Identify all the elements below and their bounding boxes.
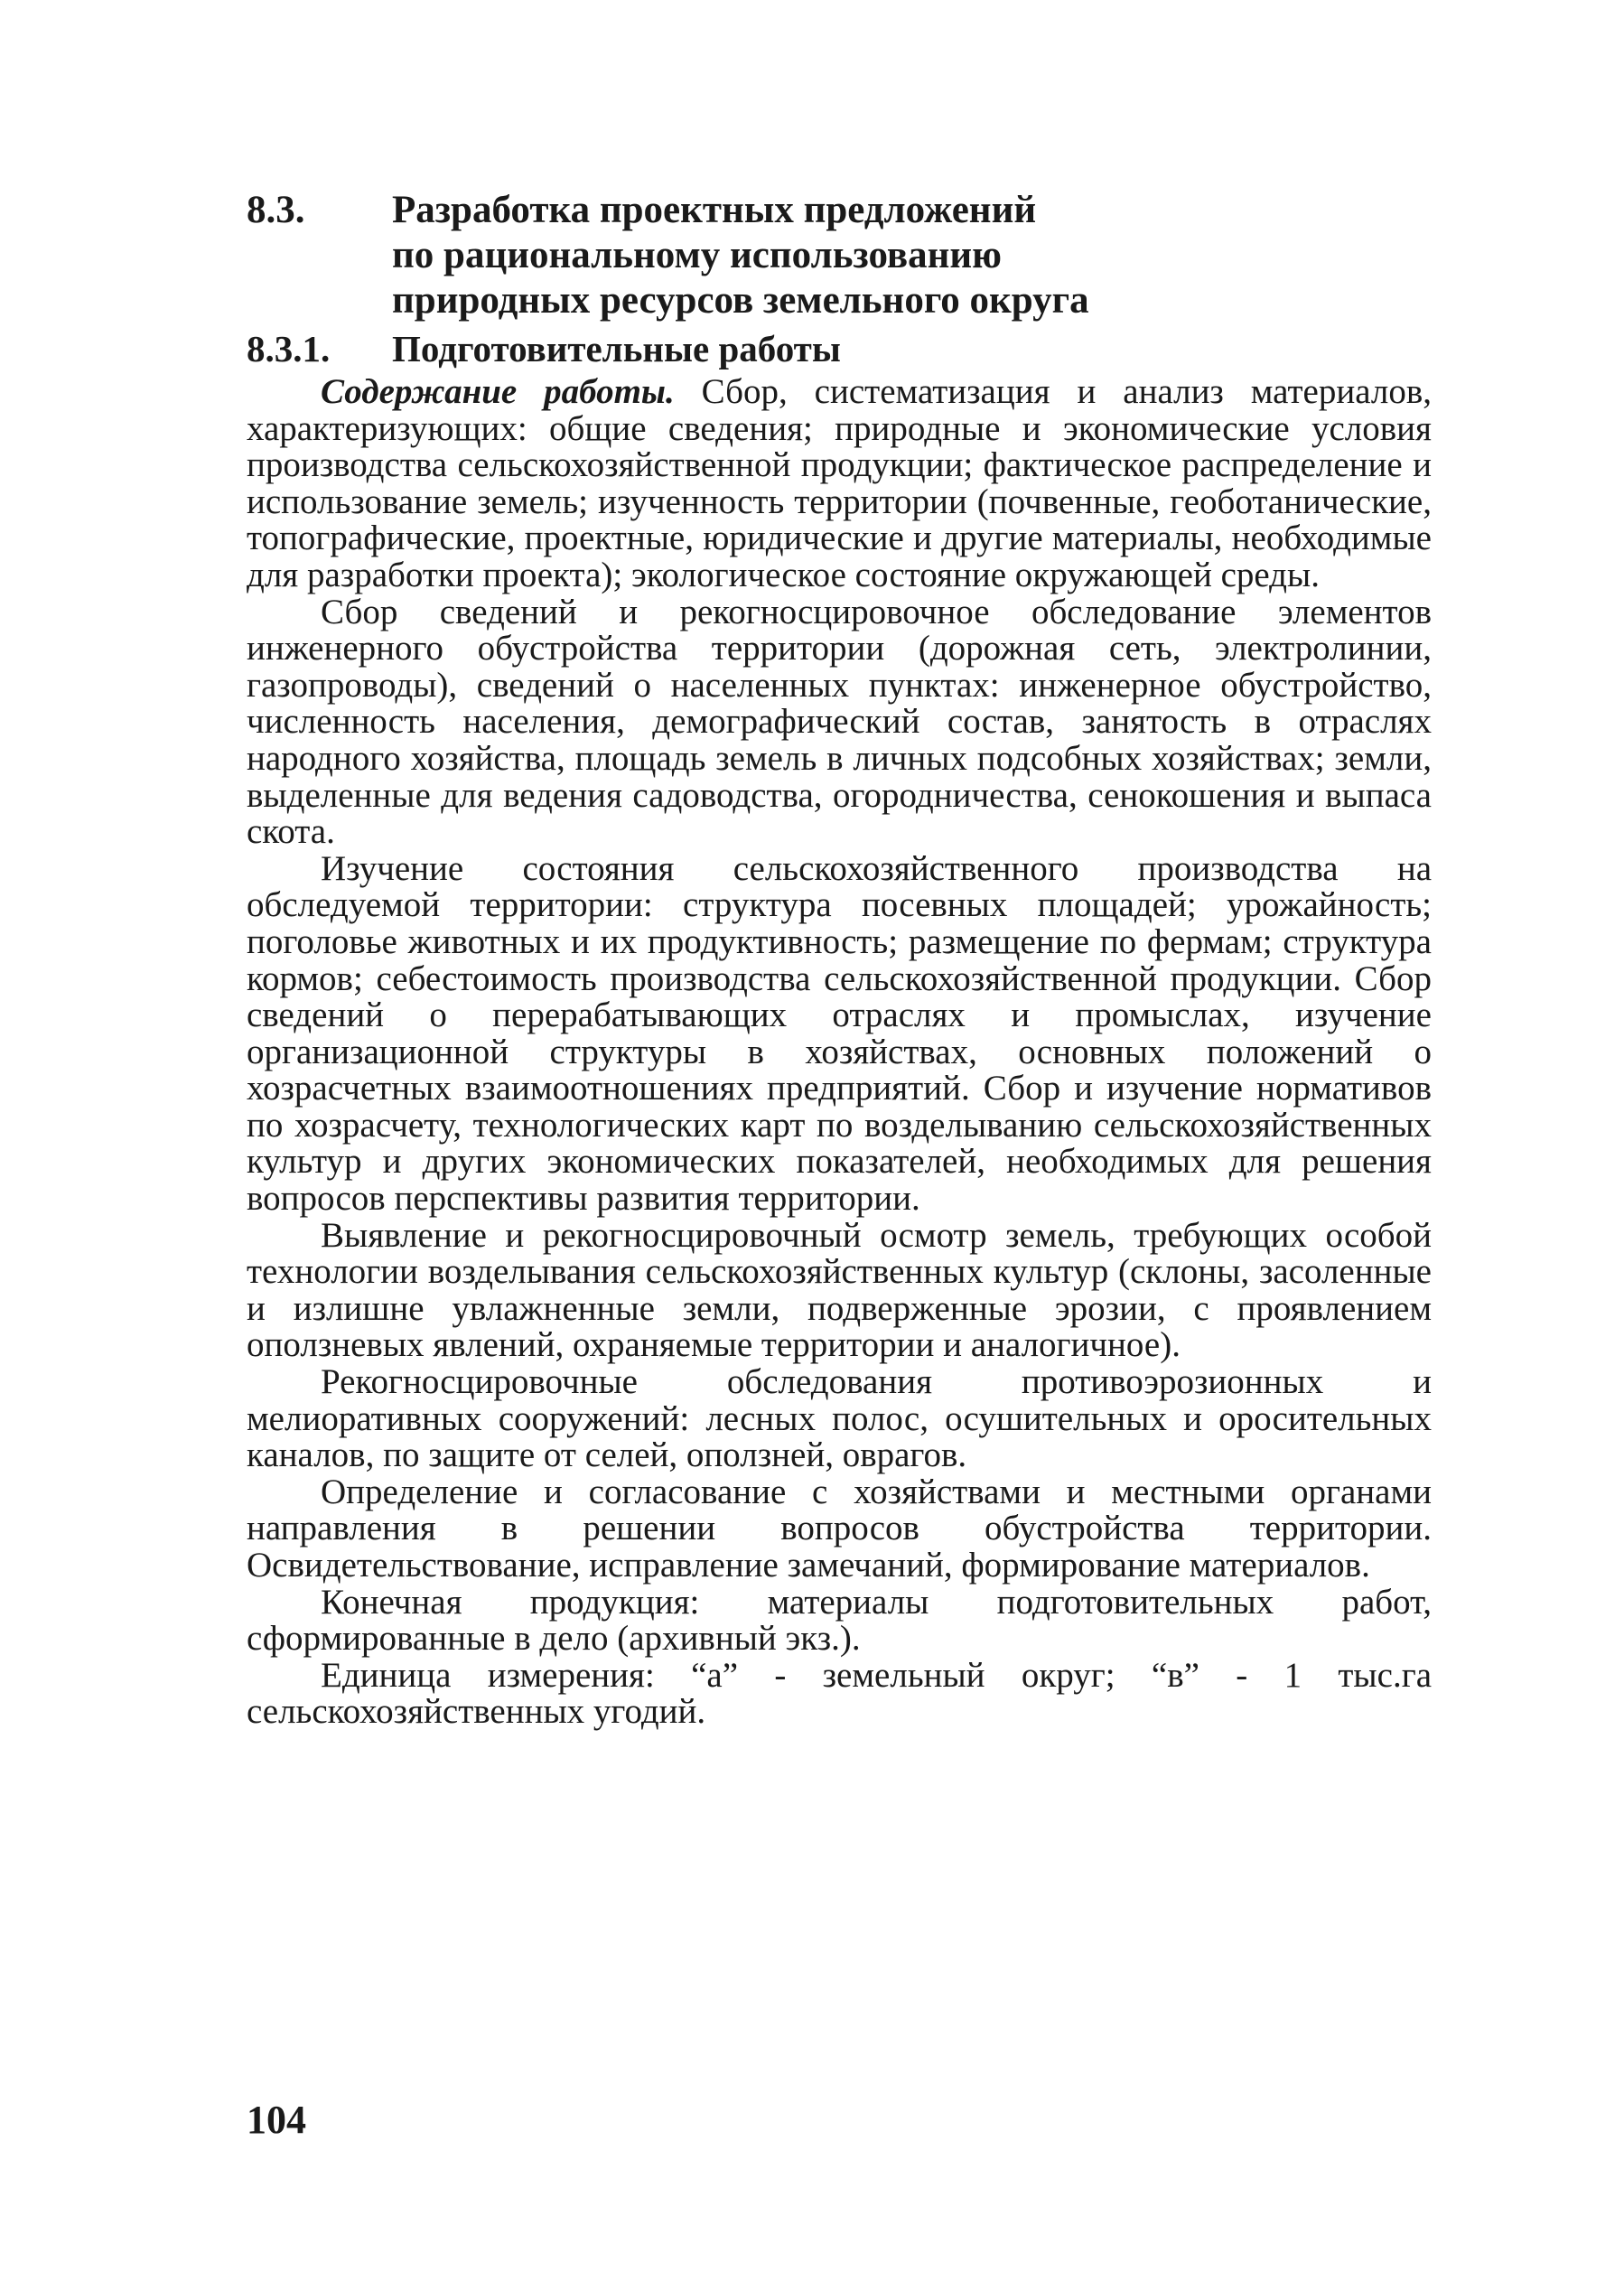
page-number: 104: [247, 2098, 306, 2142]
paragraph-land-inspection: Выявление и рекогносцировочный осмотр земель, требующих особой технологии возделывания сельскохозяйственных культур (склоны, засоленные и излишне увлажненные земли, подверженные эрозии, с проявлением оползневых явлений, охраняемые территории и аналогичное).: [247, 1215, 1432, 1365]
paragraph-unit-of-measure: Единица измерения: “а” - земельный округ; “в” - 1 тыс.га сельскохозяйственных угодий.: [247, 1655, 1432, 1732]
subsection-heading: [247, 327, 1432, 370]
paragraph-lead-in: Содержание работы.: [321, 372, 675, 411]
section-title: Разработка проектных предложений по рациональному использованию природных ресурсов земельного округа: [392, 189, 1089, 322]
section-number: 8.3.: [247, 189, 305, 231]
paragraph-coordination: Определение и согласование с хозяйствами и местными органами направления в решении вопросов обустройства территории. Освидетельствование, исправление замечаний, формирование материалов.: [247, 1472, 1432, 1585]
text-block: [247, 188, 1432, 1731]
paragraph-text: Сбор, систематизация и анализ материалов, характеризующих: общие сведения; природные и экономические условия производства сельскохозяйственной продукции; фактическое распределение и использование земель; изученность территории (почвенные, геоботанические, топографические, проектные, юридические и другие материалы, необходимые для разработки проекта); экологическое состояние окружающей среды.: [247, 372, 1432, 594]
subsection-number: 8.3.1.: [247, 328, 331, 369]
paragraph-agriculture-study: Изучение состояния сельскохозяйственного производства на обследуемой территории: структура посевных площадей; урожайность; поголовье животных и их продуктивность; размещение по фермам; структура кормов; себестоимость производства сельскохозяйственной продукции. Сбор сведений о перерабатывающих отраслях и промыслах, изучение организационной структуры в хозяйствах, основных положений о хозрасчетных взаимоотношениях предприятий. Сбор и изучение нормативов по хозрасчету, технологических карт по возделыванию сельскохозяйственных культур и других экономических показателей, необходимых для решения вопросов перспективы развития территории.: [247, 848, 1432, 1219]
subsection-title: Подготовительные работы: [392, 328, 841, 369]
paragraph-final-product: Конечная продукция: материалы подготовительных работ, сформированные в дело (архивный экз.).: [247, 1582, 1432, 1659]
paragraph-work-content: [247, 374, 1432, 594]
paragraph-infrastructure-survey: Сбор сведений и рекогносцировочное обследование элементов инженерного обустройства территории (дорожная сеть, электролинии, газопроводы), сведений о населенных пунктах: инженерное обустройство, численность населения, демографический состав, занятость в отраслях народного хозяйства, площадь земель в личных подсобных хозяйствах; земли, выделенные для ведения садоводства, огородничества, сенокошения и выпаса скота.: [247, 592, 1432, 852]
paragraph-structures-survey: Рекогносцировочные обследования противоэрозионных и мелиоративных сооружений: лесных полос, осушительных и оросительных каналов, по защите от селей, оползней, оврагов.: [247, 1362, 1432, 1475]
section-heading: [247, 188, 1432, 323]
